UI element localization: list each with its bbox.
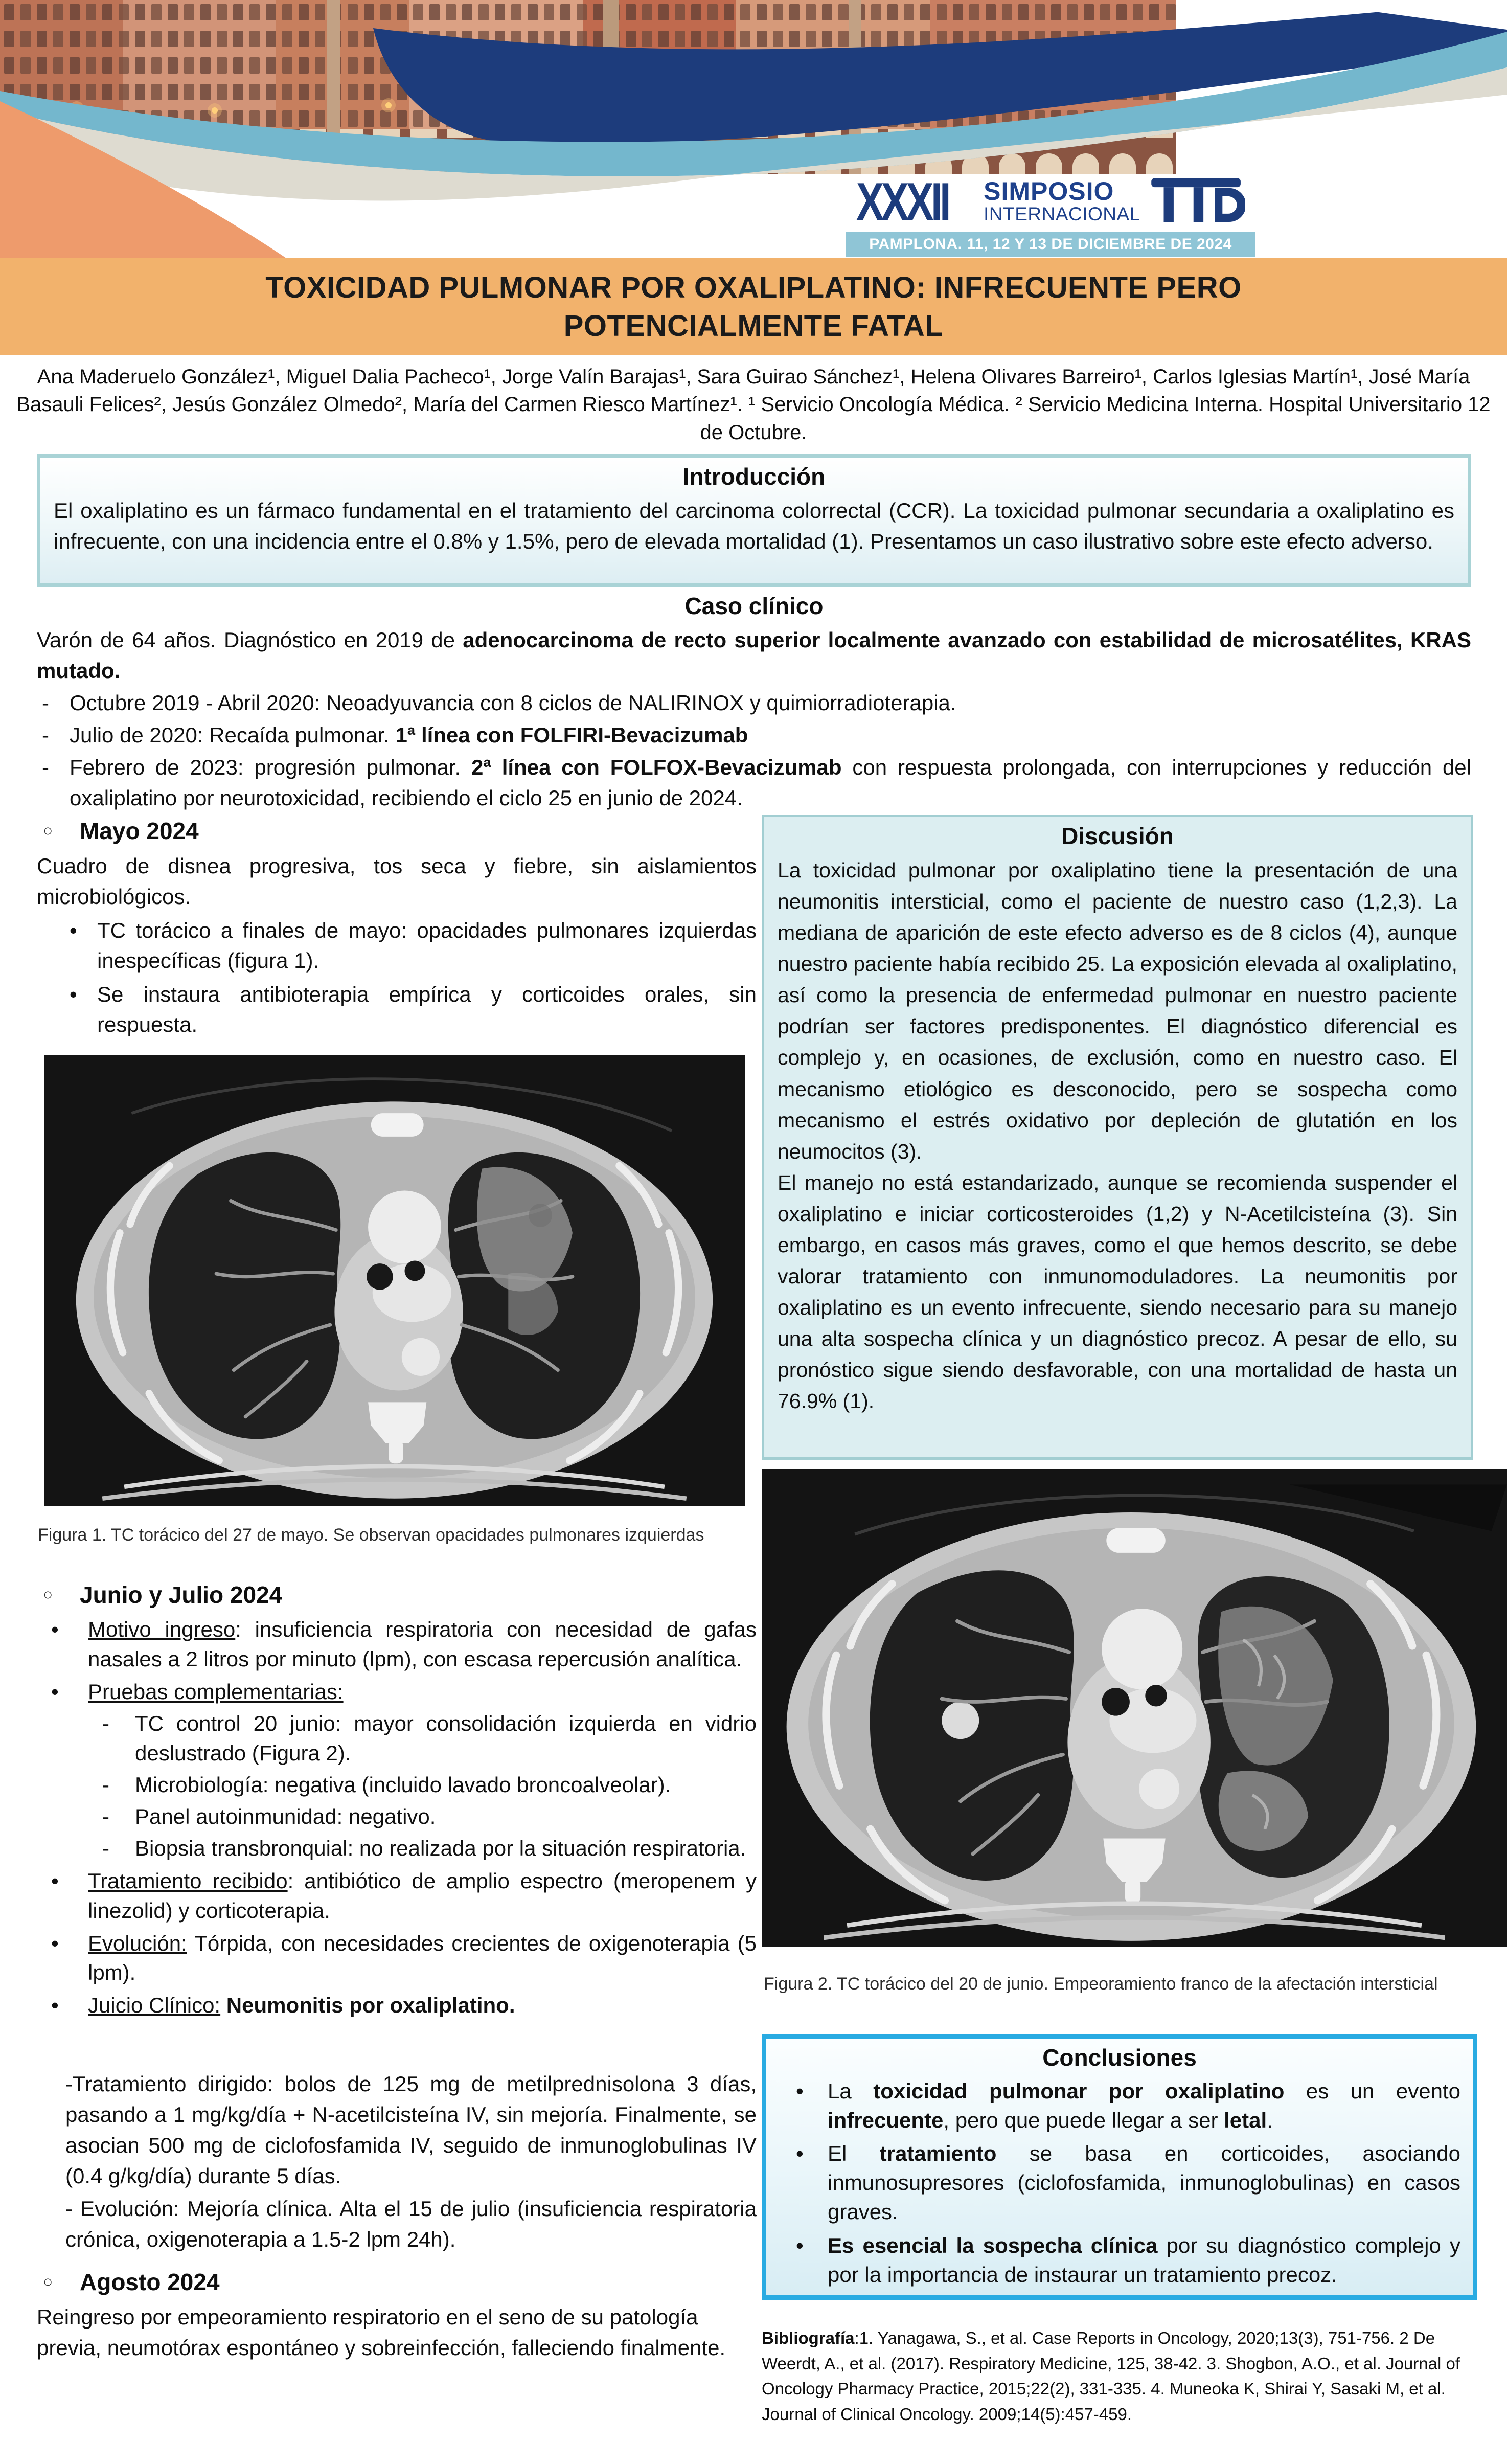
introduction-box bbox=[37, 454, 1471, 587]
poster-title-band bbox=[0, 258, 1507, 355]
figure-1-caption: Figura 1. TC torácico del 27 de mayo. Se observan opacidades pulmonares izquierdas bbox=[38, 1525, 704, 1545]
left-bottom-block bbox=[37, 2069, 757, 2363]
evolution-discharge-paragraph: - Evolución: Mejoría clínica. Alta el 15 de julio (insuficiencia respiratoria crónica, oxigenoterapia a 1.5-2 lpm 24h). bbox=[65, 2197, 757, 2252]
dash-bullet-icon: - bbox=[102, 1772, 109, 1797]
discussion-heading: Discusión bbox=[1061, 823, 1174, 849]
circle-bullet-icon: ○ bbox=[43, 2272, 53, 2291]
august-2024-body: Reingreso por empeoramiento respiratorio en el seno de su patología previa, neumotórax espontáneo y sobreinfección, falleciendo finalmente. bbox=[37, 2305, 726, 2360]
may-bullet bbox=[37, 915, 757, 976]
dash-bullet-icon: - bbox=[102, 1711, 109, 1735]
may-2024-heading-text: Mayo 2024 bbox=[80, 818, 199, 844]
june-bullet-text: Tratamiento recibido: antibiótico de amplio espectro (meropenem y linezolid) y corticoterapia. bbox=[88, 1868, 757, 1923]
congress-logo-block bbox=[846, 169, 1255, 257]
dot-bullet-icon: • bbox=[51, 1617, 59, 1641]
june-bullet-tests bbox=[37, 1677, 757, 1707]
may-2024-section bbox=[37, 817, 757, 1039]
dash-bullet-icon: - bbox=[102, 1836, 109, 1860]
dot-bullet-icon: • bbox=[796, 2079, 804, 2103]
header-artwork bbox=[0, 0, 1507, 258]
test-subitem-text: Panel autoinmunidad: negativo. bbox=[135, 1804, 436, 1828]
dot-bullet-icon: • bbox=[70, 982, 77, 1006]
may-bullet bbox=[37, 979, 757, 1039]
discussion-paragraph-1: La toxicidad pulmonar por oxaliplatino tiene la presentación de una neumonitis intersticial, como el paciente de nuestro caso (1,2,3). La mediana de aparición de este efecto adverso es de 8 ciclos (4), aunque nuestro paciente había recibido 25. La exposición elevada al oxaliplatino, así como la presencia de enfermedad pulmonar en nuestro paciente podrían ser factores predisponentes. El diagnóstico diferencial es complejo y, en ocasiones, de exclusión, como en nuestro caso. El mecanismo etiológico es desconocido, pero se sospecha como mecanismo el estrés oxidativo por depleción de glutatión en los neumocitos (3). bbox=[778, 858, 1457, 1163]
clinical-case-intro: Varón de 64 años. Diagnóstico en 2019 de adenocarcinoma de recto superior localmente avanzado con estabilidad de microsatélites, KRAS mutado. bbox=[37, 628, 1471, 683]
june-july-heading bbox=[37, 1581, 757, 1609]
ct-scan-figure-1 bbox=[44, 1055, 745, 1506]
case-timeline-item bbox=[37, 720, 1471, 751]
june-july-2024-section bbox=[37, 1581, 757, 2020]
case-timeline-text: Febrero de 2023: progresión pulmonar. 2ª línea con FOLFOX-Bevacizumab con respuesta prolongada, con interrupciones y reducción del oxaliplatino por neurotoxicidad, recibiendo el ciclo 25 en junio de 2024. bbox=[70, 755, 1471, 810]
conclusion-text: El tratamiento se basa en corticoides, asociando inmunosupresores (ciclofosfamida, inmunoglobulinas) en casos graves. bbox=[828, 2141, 1461, 2224]
symposium-number: XXXII bbox=[856, 172, 949, 232]
august-2024-heading-text: Agosto 2024 bbox=[80, 2269, 220, 2296]
ct-scan-figure-2 bbox=[762, 1469, 1507, 1947]
case-timeline-item bbox=[37, 688, 1471, 718]
june-bullet-treatment bbox=[37, 1866, 757, 1926]
dot-bullet-icon: • bbox=[51, 1931, 59, 1955]
discussion-box bbox=[762, 815, 1473, 1460]
congress-date-banner: PAMPLONA. 11, 12 Y 13 DE DICIEMBRE DE 2024 bbox=[846, 232, 1255, 257]
case-timeline-text: Julio de 2020: Recaída pulmonar. 1ª línea con FOLFIRI-Bevacizumab bbox=[70, 723, 748, 748]
targeted-treatment-paragraph: -Tratamiento dirigido: bolos de 125 mg de metilprednisolona 3 días, pasando a 1 mg/kg/día + N-acetilcisteína IV, sin mejoría. Finalmente, se asocian 500 mg de ciclofosfamida IV, seguido de inmunoglobulinas IV (0.4 g/kg/día) durante 5 días. bbox=[65, 2072, 757, 2188]
conclusion-item bbox=[779, 2076, 1460, 2135]
case-timeline-text: Octubre 2019 - Abril 2020: Neoadyuvancia con 8 ciclos de NALIRINOX y quimiorradioterapia. bbox=[70, 691, 956, 715]
test-subitem bbox=[37, 1709, 757, 1768]
header-art-svg bbox=[0, 0, 1507, 258]
symposium-name-line2: INTERNACIONAL bbox=[984, 203, 1140, 224]
conclusion-text: Es esencial la sospecha clínica por su diagnóstico complejo y por la importancia de instaurar un tratamiento precoz. bbox=[828, 2233, 1460, 2287]
june-bullet-diagnosis bbox=[37, 1991, 757, 2020]
conclusions-box bbox=[762, 2034, 1477, 2300]
test-subitem-text: TC control 20 junio: mayor consolidación izquierda en vidrio deslustrado (Figura 2). bbox=[135, 1711, 757, 1765]
conclusion-text: La toxicidad pulmonar por oxaliplatino es un evento infrecuente, pero que puede llegar a ser letal. bbox=[828, 2079, 1460, 2133]
conclusion-item bbox=[779, 2231, 1460, 2289]
may-bullet-text: Se instaura antibioterapia empírica y corticoides orales, sin respuesta. bbox=[97, 982, 757, 1036]
dot-bullet-icon: • bbox=[51, 1993, 59, 2018]
ttd-logo-icon bbox=[1150, 175, 1245, 226]
june-bullet-text: Pruebas complementarias: bbox=[88, 1679, 344, 1704]
june-bullet-text: Evolución: Tórpida, con necesidades crecientes de oxigenoterapia (5 lpm). bbox=[88, 1931, 757, 1985]
test-subitem bbox=[37, 1802, 757, 1832]
dot-bullet-icon: • bbox=[51, 1679, 59, 1704]
circle-bullet-icon: ○ bbox=[43, 1585, 53, 1603]
test-subitem-text: Microbiología: negativa (incluido lavado broncoalveolar). bbox=[135, 1772, 671, 1797]
introduction-body: El oxaliplatino es un fármaco fundamental en el tratamiento del carcinoma colorrectal (CCR). La toxicidad pulmonar secundaria a oxaliplatino es infrecuente, con una incidencia entre el 0.8% y 1.5%, pero de elevada mortalidad (1). Presentamos un caso ilustrativo sobre este efecto adverso. bbox=[54, 499, 1454, 554]
june-bullet-admission bbox=[37, 1615, 757, 1674]
june-july-heading-text: Junio y Julio 2024 bbox=[80, 1581, 283, 1608]
dash-bullet-icon: - bbox=[42, 755, 49, 780]
dot-bullet-icon: • bbox=[796, 2141, 804, 2166]
introduction-heading: Introducción bbox=[682, 463, 826, 490]
figure-2-caption: Figura 2. TC torácico del 20 de junio. Empeoramiento franco de la afectación intersticial bbox=[764, 1974, 1438, 1994]
dot-bullet-icon: • bbox=[51, 1868, 59, 1893]
dash-bullet-icon: - bbox=[102, 1804, 109, 1828]
poster-title-line1: TOXICIDAD PULMONAR POR OXALIPLATINO: INFRECUENTE PERO bbox=[265, 271, 1242, 304]
test-subitem-text: Biopsia transbronquial: no realizada por la situación respiratoria. bbox=[135, 1836, 746, 1860]
conclusion-item bbox=[779, 2139, 1460, 2226]
authors-line: Ana Maderuelo González¹, Miguel Dalia Pacheco¹, Jorge Valín Barajas¹, Sara Guirao Sánchez¹, Helena Olivares Barreiro¹, Carlos Iglesias Martín¹, José María Basauli Felices², Jesús González Olmedo², María del Carmen Riesco Martínez¹. ¹ Servicio Oncología Médica. ² Servicio Medicina Interna. Hospital Universitario 12 de Octubre. bbox=[16, 366, 1491, 444]
dot-bullet-icon: • bbox=[70, 918, 77, 943]
may-2024-heading bbox=[37, 817, 757, 845]
june-bullet-text: Motivo ingreso: insuficiencia respiratoria con necesidad de gafas nasales a 2 litros por minuto (lpm), con escasa repercusión analítica. bbox=[88, 1617, 757, 1671]
bibliography: Bibliografía:1. Yanagawa, S., et al. Case Reports in Oncology, 2020;13(3), 751-756. 2 De Weerdt, A., et al. (2017). Respiratory Medicine, 125, 38-42. 3. Shogbon, A.O., et al. Journal of Oncology Pharmacy Practice, 2015;22(2), 331-335. 4. Muneoka K, Shirai Y, Sasaki M, et al. Journal of Clinical Oncology. 2009;14(5):457-459. bbox=[762, 2329, 1460, 2424]
symposium-name-line1: SIMPOSIO bbox=[984, 176, 1114, 206]
poster-title-line2: POTENCIALMENTE FATAL bbox=[563, 309, 944, 343]
may-2024-body: Cuadro de disnea progresiva, tos seca y fiebre, sin aislamientos microbiológicos. bbox=[37, 854, 757, 909]
dash-bullet-icon: - bbox=[42, 691, 49, 715]
figure-1 bbox=[44, 1055, 745, 1506]
discussion-paragraph-2: El manejo no está estandarizado, aunque se recomienda suspender el oxaliplatino e iniciar corticosteroides (1,2) y N-Acetilcisteína (3). Sin embargo, en casos más graves, como el que hemos descrito, se debe valorar tratamiento con inmunomoduladores. La neumonitis por oxaliplatino es un evento infrecuente, siendo necesario para su manejo una alta sospecha clínica y un diagnóstico precoz. A pesar de ello, su pronóstico sigue siendo desfavorable, con una mortalidad de hasta un 76.9% (1). bbox=[778, 1170, 1457, 1413]
figure-2 bbox=[762, 1469, 1507, 1947]
may-bullet-text: TC torácico a finales de mayo: opacidades pulmonares izquierdas inespecíficas (figura 1). bbox=[97, 918, 757, 973]
test-subitem bbox=[37, 1770, 757, 1800]
dash-bullet-icon: - bbox=[42, 723, 49, 748]
clinical-case-heading: Caso clínico bbox=[684, 593, 824, 619]
clinical-case-section bbox=[37, 591, 1471, 813]
june-bullet-evolution bbox=[37, 1929, 757, 1988]
circle-bullet-icon: ○ bbox=[43, 821, 53, 840]
case-timeline-item bbox=[37, 752, 1471, 813]
test-subitem bbox=[37, 1834, 757, 1863]
august-2024-heading bbox=[37, 2268, 757, 2296]
dot-bullet-icon: • bbox=[796, 2233, 804, 2257]
june-bullet-text: Juicio Clínico: Neumonitis por oxaliplatino. bbox=[88, 1993, 515, 2018]
conclusions-heading: Conclusiones bbox=[1042, 2044, 1197, 2071]
